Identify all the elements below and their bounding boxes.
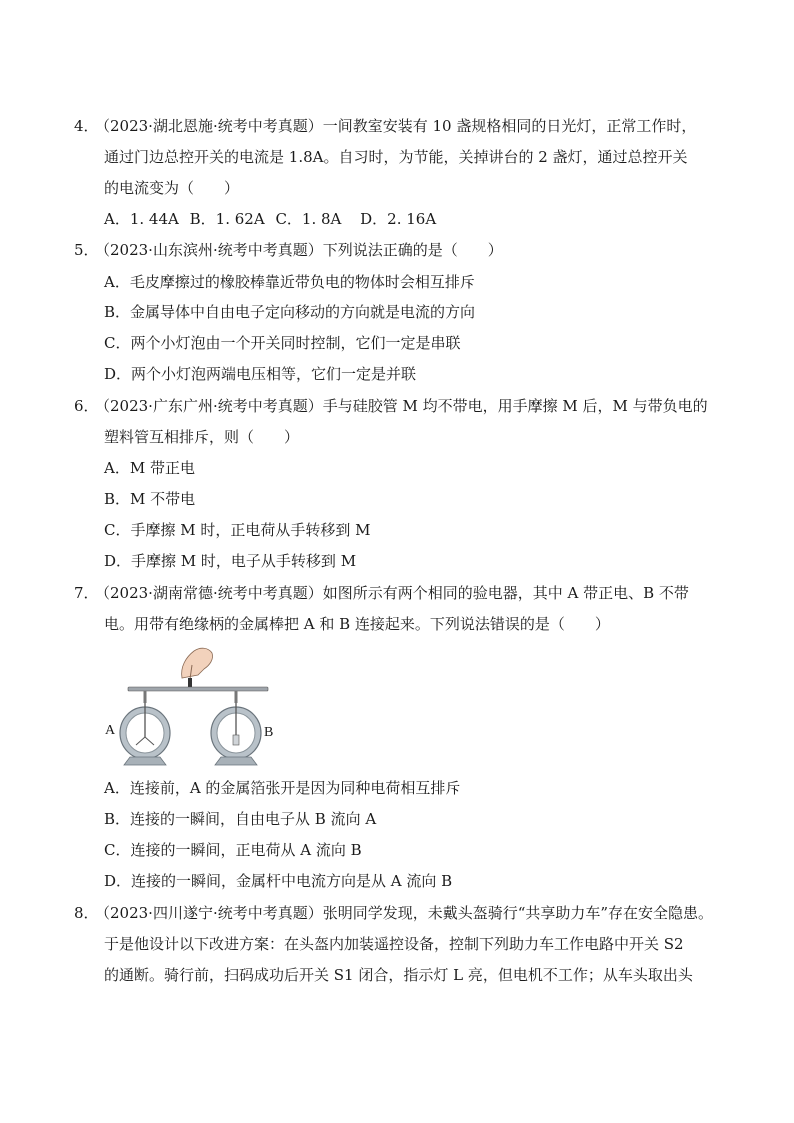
metal-rod bbox=[128, 687, 268, 691]
question-5-option-c: C．两个小灯泡由一个开关同时控制，它们一定是串联 bbox=[104, 334, 461, 352]
question-4-option-b: B．1. 62A bbox=[189, 210, 265, 228]
question-7-line-1: （2023·湖南常德·统考中考真题）如图所示有两个相同的验电器，其中 A 带正电、B 不带 bbox=[95, 584, 689, 602]
question-7-option-b: B．连接的一瞬间，自由电子从 B 流向 A bbox=[104, 810, 377, 828]
electroscope-diagram bbox=[100, 645, 290, 770]
question-7-number: 7． bbox=[74, 584, 99, 602]
question-4-line-3: 的电流变为（ ） bbox=[104, 179, 240, 197]
question-6-option-d: D．手摩擦 M 时，电子从手转移到 M bbox=[104, 552, 357, 570]
question-8-line-1: （2023·四川遂宁·统考中考真题）张明同学发现，未戴头盔骑行“共享助力车”存在安全隐患。 bbox=[95, 904, 714, 922]
question-4-line-1: （2023·湖北恩施·统考中考真题）一间教室安装有 10 盏规格相同的日光灯，正常工作时， bbox=[95, 117, 697, 135]
question-4-option-d: D．2. 16A bbox=[360, 210, 437, 228]
question-4-line-2: 通过门边总控开关的电流是 1.8A。自习时，为节能，关掉讲台的 2 盏灯，通过总控开关 bbox=[104, 148, 688, 166]
question-7-option-c: C．连接的一瞬间，正电荷从 A 流向 B bbox=[104, 841, 362, 859]
question-4-options bbox=[104, 209, 442, 229]
question-6-number: 6． bbox=[74, 397, 99, 415]
question-5-option-d: D．两个小灯泡两端电压相等，它们一定是并联 bbox=[104, 365, 417, 383]
question-8-number: 8． bbox=[74, 904, 99, 922]
question-7-option-a: A．连接前，A 的金属箔张开是因为同种电荷相互排斥 bbox=[104, 779, 461, 797]
question-5-option-a: A．毛皮摩擦过的橡胶棒靠近带负电的物体时会相互排斥 bbox=[104, 273, 475, 291]
question-6-line-2: 塑料管互相排斥，则（ ） bbox=[104, 428, 300, 446]
question-8-line-2: 于是他设计以下改进方案：在头盔内加装遥控设备，控制下列助力车工作电路中开关 S2 bbox=[104, 935, 684, 953]
electroscope-b bbox=[211, 691, 261, 765]
question-7-line-2: 电。用带有绝缘柄的金属棒把 A 和 B 连接起来。下列说法错误的是（ ） bbox=[104, 615, 610, 633]
question-5-option-b: B．金属导体中自由电子定向移动的方向就是电流的方向 bbox=[104, 303, 476, 321]
question-6-line-1: （2023·广东广州·统考中考真题）手与硅胶管 M 均不带电，用手摩擦 M 后，M 与带负电的 bbox=[95, 397, 708, 415]
hand-icon bbox=[182, 648, 213, 688]
electroscope-a bbox=[120, 691, 170, 765]
question-5-number: 5． bbox=[74, 241, 99, 259]
question-4-option-c: C．1. 8A bbox=[275, 210, 342, 228]
question-6-option-b: B．M 不带电 bbox=[104, 490, 196, 508]
question-7-option-d: D．连接的一瞬间，金属杆中电流方向是从 A 流向 B bbox=[104, 872, 453, 890]
label-a: A bbox=[105, 723, 116, 738]
label-b: B bbox=[264, 725, 274, 740]
question-6-option-c: C．手摩擦 M 时，正电荷从手转移到 M bbox=[104, 521, 371, 539]
question-6-option-a: A．M 带正电 bbox=[104, 459, 195, 477]
question-5-line-1: （2023·山东滨州·统考中考真题）下列说法正确的是（ ） bbox=[95, 241, 503, 259]
question-8-line-3: 的通断。骑行前，扫码成功后开关 S1 闭合，指示灯 L 亮，但电机不工作；从车头取出头 bbox=[104, 966, 693, 984]
question-4-option-a: A．1. 44A bbox=[104, 210, 179, 228]
question-4-number: 4． bbox=[74, 117, 99, 135]
